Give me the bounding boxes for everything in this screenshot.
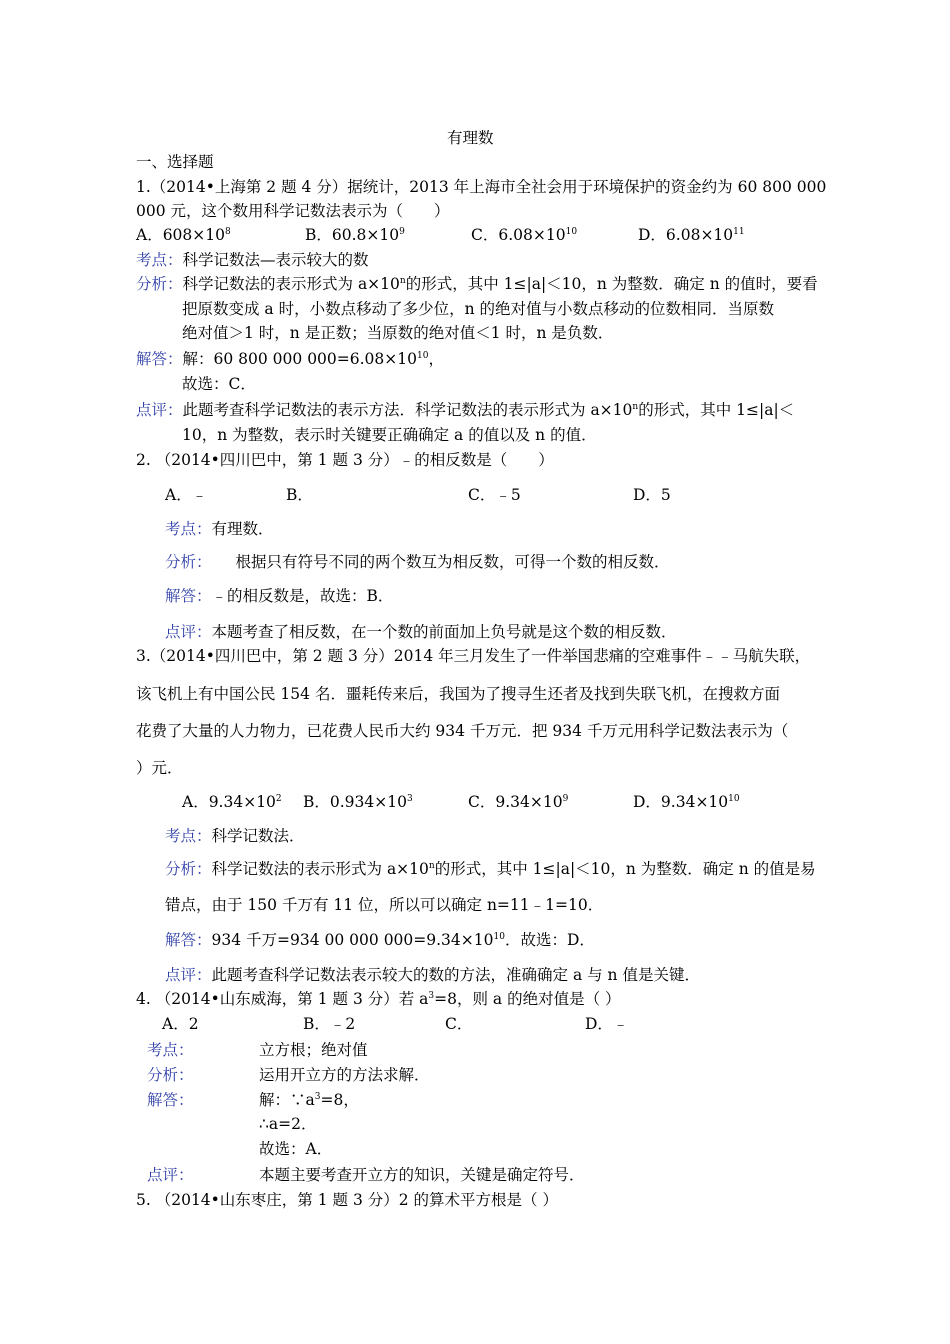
dianping-label: 点评： — [165, 966, 212, 984]
q4-jieda: 解：$\because a^3=8$， — [259, 1091, 359, 1109]
q4-dianping: 本题主要考查开立方的知识，关键是确定符号． — [259, 1166, 585, 1184]
q1-option-c: C．$6.08\times 10^{10}$ — [471, 226, 578, 244]
q3-option-b: B．$0.934\times 10^3$ — [303, 793, 413, 811]
q1-fenxi: 分析：科学记数法的表示形式为 $a\times 10^n$的形式，其中 1≤|a|＜10，n 为整数．确定 n 的值时，要看 — [136, 275, 818, 293]
q3-option-c: C．$9.34\times 10^9$ — [468, 793, 569, 811]
q5-stem: 5. （2014•山东枣庄，第 1 题 3 分）2 的算术平方根是（ ） — [136, 1191, 558, 1209]
q4-option-b: B．﹣2 — [303, 1015, 356, 1033]
dianping-label: 点评： — [136, 401, 183, 419]
jieda-label: 解答： — [136, 350, 183, 368]
q2-dianping: 点评：本题考查了相反数，在一个数的前面加上负号就是这个数的相反数． — [165, 623, 677, 641]
q1-dianping: 点评：此题考查科学记数法的表示方法．科学记数法的表示形式为 $a\times 10^n$的形式，其中 1≤|a|＜ — [136, 401, 795, 419]
fenxi-label: 分析： — [136, 275, 183, 293]
q3-dianping: 点评：此题考查科学记数法表示较大的数的方法，准确确定 a 与 n 值是关键． — [165, 966, 700, 984]
q2-fenxi: 分析： 根据只有符号不同的两个数互为相反数，可得一个数的相反数． — [165, 553, 670, 571]
q1-option-a: A．$608\times 10^8$ — [136, 226, 231, 244]
q3-stem-line-1: 3.（2014•四川巴中，第 2 题 3 分）2014 年三月发生了一件举国悲痛的空难事件﹣﹣马航失联， — [136, 647, 811, 665]
q1-option-d: D．$6.08\times 10^{11}$ — [638, 226, 745, 244]
q3-stem-line-3: 花费了大量的人力物力，已花费人民币大约 934 千万元．把 934 千万元用科学记数法表示为（ — [136, 722, 789, 740]
q4-jieda-line-2: ∴a=2． — [259, 1115, 317, 1133]
q2-stem: 2. （2014•四川巴中，第 1 题 3 分）﹣的相反数是（ ） — [136, 451, 554, 469]
jieda-label: 解答： — [165, 587, 212, 605]
q2-option-c: C．﹣5 — [468, 486, 521, 504]
q3-stem-line-2: 该飞机上有中国公民 154 名．噩耗传来后，我国为了搜寻生还者及找到失联飞机，在搜救方面 — [136, 685, 780, 703]
kaodian-label: 考点： — [136, 251, 183, 269]
q4-fenxi: 运用开立方的方法求解． — [259, 1066, 430, 1084]
jieda-label: 解答： — [165, 931, 212, 949]
dianping-label: 点评： — [165, 623, 212, 641]
q4-option-d: D．﹣ — [585, 1015, 629, 1033]
page-title: 有理数 — [447, 129, 494, 147]
q2-option-a: A．﹣ — [165, 486, 208, 504]
q4-option-c: C． — [445, 1015, 473, 1033]
q2-jieda: 解答：﹣的相反数是，故选：B． — [165, 587, 394, 605]
q1-kaodian: 考点：科学记数法—表示较大的数 — [136, 251, 369, 269]
q1-fenxi-line-3: 绝对值＞1 时，n 是正数；当原数的绝对值＜1 时，n 是负数． — [182, 324, 614, 342]
q3-kaodian: 考点：科学记数法． — [165, 827, 305, 845]
kaodian-label: 考点： — [165, 827, 212, 845]
fenxi-label: 分析： — [165, 860, 212, 878]
q1-dianping-line-2: 10，n 为整数，表示时关键要正确确定 a 的值以及 n 的值． — [182, 426, 597, 444]
section-heading: 一、选择题 — [136, 153, 214, 171]
q2-option-b: B． — [286, 486, 313, 504]
q1-jieda: 解答：解：60 800 000 $000=6.08\times 10^{10}$， — [136, 350, 444, 368]
q1-jieda-line-2: 故选：C． — [182, 375, 256, 393]
q3-stem-line-4: ）元． — [136, 759, 183, 777]
q3-jieda: 解答：934 千万=934 00 000 $000=9.34\times 10^{10}$．故选：D． — [165, 931, 595, 949]
fenxi-label: 分析： — [165, 553, 212, 571]
q4-stem: 4. （2014•山东威海，第 1 题 3 分）若 $a^3=8$，则 a 的绝对值是（ ） — [136, 990, 621, 1008]
q3-option-d: D．$9.34\times 10^{10}$ — [633, 793, 740, 811]
q4-dianping-label: 点评： — [147, 1166, 194, 1184]
q4-jieda-line-3: 故选：A． — [259, 1140, 333, 1158]
q4-kaodian: 立方根；绝对值 — [259, 1041, 368, 1059]
q4-jieda-label: 解答： — [147, 1091, 194, 1109]
q4-fenxi-label: 分析： — [147, 1066, 194, 1084]
q3-fenxi: 分析：科学记数法的表示形式为 $a\times 10^n$的形式，其中 1≤|a|＜10，n 为整数．确定 n 的值是易 — [165, 860, 816, 878]
q4-option-a: A．2 — [162, 1015, 199, 1033]
q1-option-b: B．$60.8\times 10^9$ — [305, 226, 405, 244]
q1-fenxi-line-2: 把原数变成 a 时，小数点移动了多少位，n 的绝对值与小数点移动的位数相同．当原数 — [182, 300, 775, 318]
q4-kaodian-label: 考点： — [147, 1041, 194, 1059]
q2-kaodian: 考点：有理数． — [165, 520, 274, 538]
q1-stem-line-1: 1.（2014•上海第 2 题 4 分）据统计，2013 年上海市全社会用于环境保护的资金约为 60 800 000 — [136, 178, 827, 196]
q1-stem-line-2: 000 元，这个数用科学记数法表示为（ ） — [136, 202, 450, 220]
q3-fenxi-line-2: 错点，由于 150 千万有 11 位，所以可以确定 n=11﹣1=10． — [165, 896, 604, 914]
q3-option-a: A．$9.34\times 10^2$ — [182, 793, 282, 811]
kaodian-label: 考点： — [165, 520, 212, 538]
q2-option-d: D．5 — [633, 486, 671, 504]
